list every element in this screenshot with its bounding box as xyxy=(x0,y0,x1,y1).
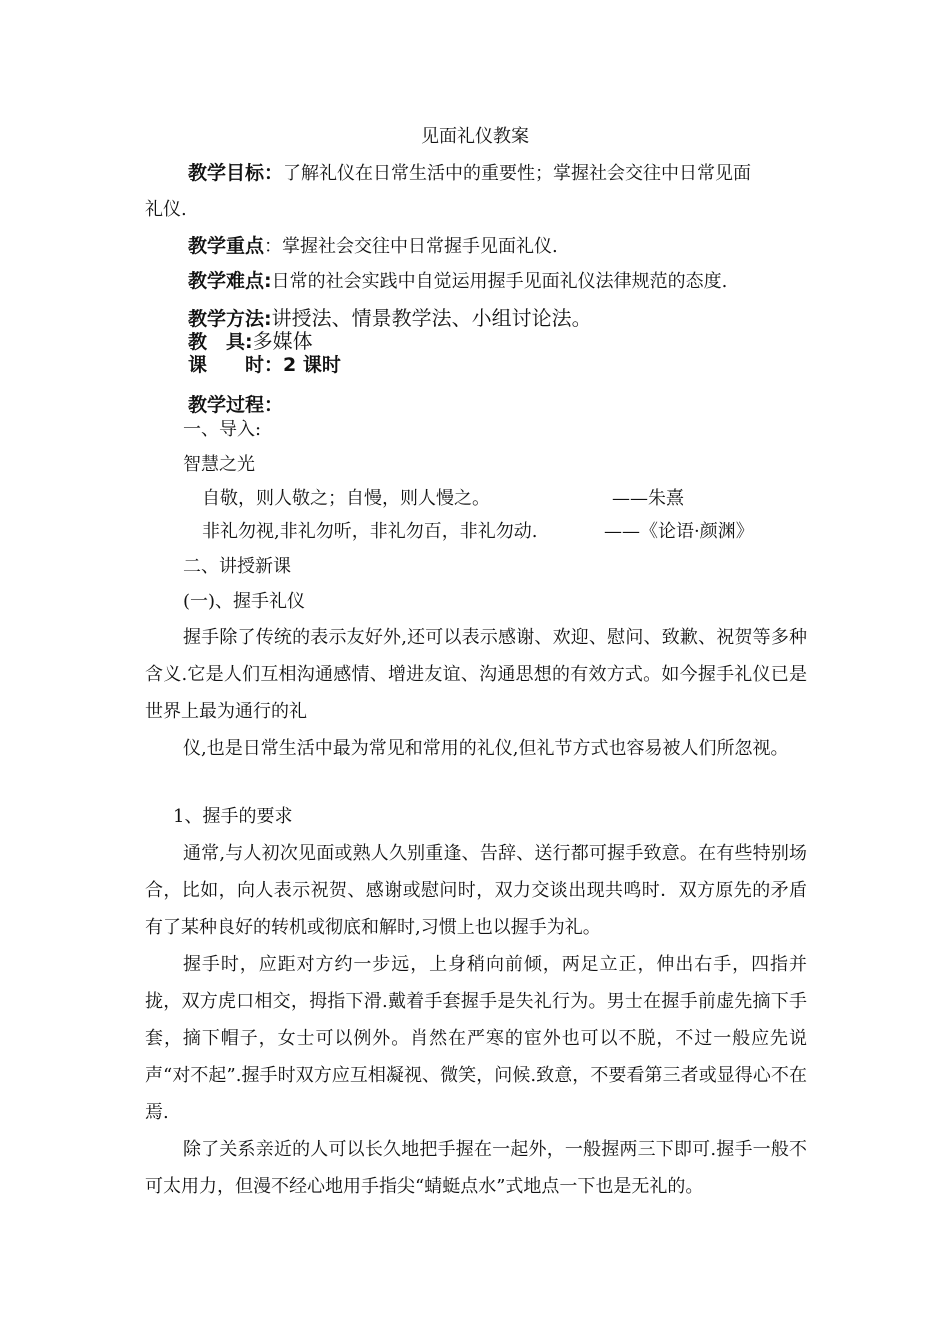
section-intro-heading: 一、导入: xyxy=(183,419,262,440)
section-new-lesson-heading: 二、讲授新课 xyxy=(183,556,291,577)
field-key-points xyxy=(188,235,558,258)
field-value: 讲授法、情景教学法、小组讨论法。 xyxy=(271,306,592,330)
field-label: 教学方法: xyxy=(188,308,272,330)
field-label: 教 具: xyxy=(188,331,253,353)
field-hours xyxy=(188,354,341,377)
field-value: 了解礼仪在日常生活中的重要性；掌握社会交往中日常见面 xyxy=(283,163,752,184)
field-objectives-continuation: 礼仪. xyxy=(145,199,187,220)
paragraph: 握手时，应距对方约一步远，上身稍向前倾，两足立正，伸出右手，四指并拢，双方虎口相交，拇指下滑.戴着手套握手是失礼行为。男士在握手前虚先摘下手套，摘下帽子，女士可以例外。肖然在严寒的宦外也可以不脱，不过一般应先说声“对不起”.握手时双方应互相凝视、微笑，问候.致意，不要看第三者或显得心不在焉. xyxy=(145,954,807,1123)
field-label: 教学过程： xyxy=(188,394,284,416)
section-handshake-heading: (一)、握手礼仪 xyxy=(183,591,306,612)
paragraph: 通常,与人初次见面或熟人久别重逢、告辞、送行都可握手致意。在有些特别场合，比如，向人表示祝贺、感谢或慰问时，双力交谈出现共鸣时．双方原先的矛盾有了某种良好的转机或彻底和解时,习惯上也以握手为礼。 xyxy=(145,843,807,938)
paragraph: 握手除了传统的表示友好外,还可以表示感谢、欢迎、慰问、致歉、祝贺等多种含义.它是人们互相沟通感情、增进友谊、沟通思想的有效方式。如今握手礼仪已是世界上最为通行的礼 xyxy=(145,627,807,722)
field-objectives xyxy=(188,162,751,185)
document-title: 见面礼仪教案 xyxy=(421,126,529,147)
quote-text: 自敬，则人敬之；自慢，则人慢之。 xyxy=(202,488,490,509)
field-label: 教学重点 xyxy=(188,235,265,257)
field-value: 日常的社会实践中自觉运用握手见面礼仪法律规范的态度. xyxy=(271,271,728,292)
field-value: ：掌握社会交往中日常握手见面礼仪. xyxy=(264,236,558,257)
field-tools xyxy=(188,329,313,354)
field-methods xyxy=(188,306,592,331)
quote-source: ——朱熹 xyxy=(612,488,684,509)
field-label: 教学难点: xyxy=(188,270,272,292)
quote-source: ——《论语·颜渊》 xyxy=(604,521,754,542)
quote-text: 非礼勿视,非礼勿听，非礼勿百，非礼勿动. xyxy=(202,521,538,542)
wisdom-heading: 智慧之光 xyxy=(183,454,255,475)
section-requirements-heading: 1、握手的要求 xyxy=(173,806,293,827)
paragraph: 除了关系亲近的人可以长久地把手握在一起外，一般握两三下即可.握手一般不可太用力，但漫不经心地用手指尖“蜻蜓点水”式地点一下也是无礼的。 xyxy=(145,1139,807,1197)
field-label: 教学目标： xyxy=(188,162,284,184)
field-value: 多媒体 xyxy=(252,329,313,353)
field-process xyxy=(188,394,283,417)
paragraph: 仪,也是日常生活中最为常见和常用的礼仪,但礼节方式也容易被人们所忽视。 xyxy=(183,738,789,759)
field-difficulties xyxy=(188,270,727,293)
field-label: 课 时：2 课时 xyxy=(188,354,341,376)
